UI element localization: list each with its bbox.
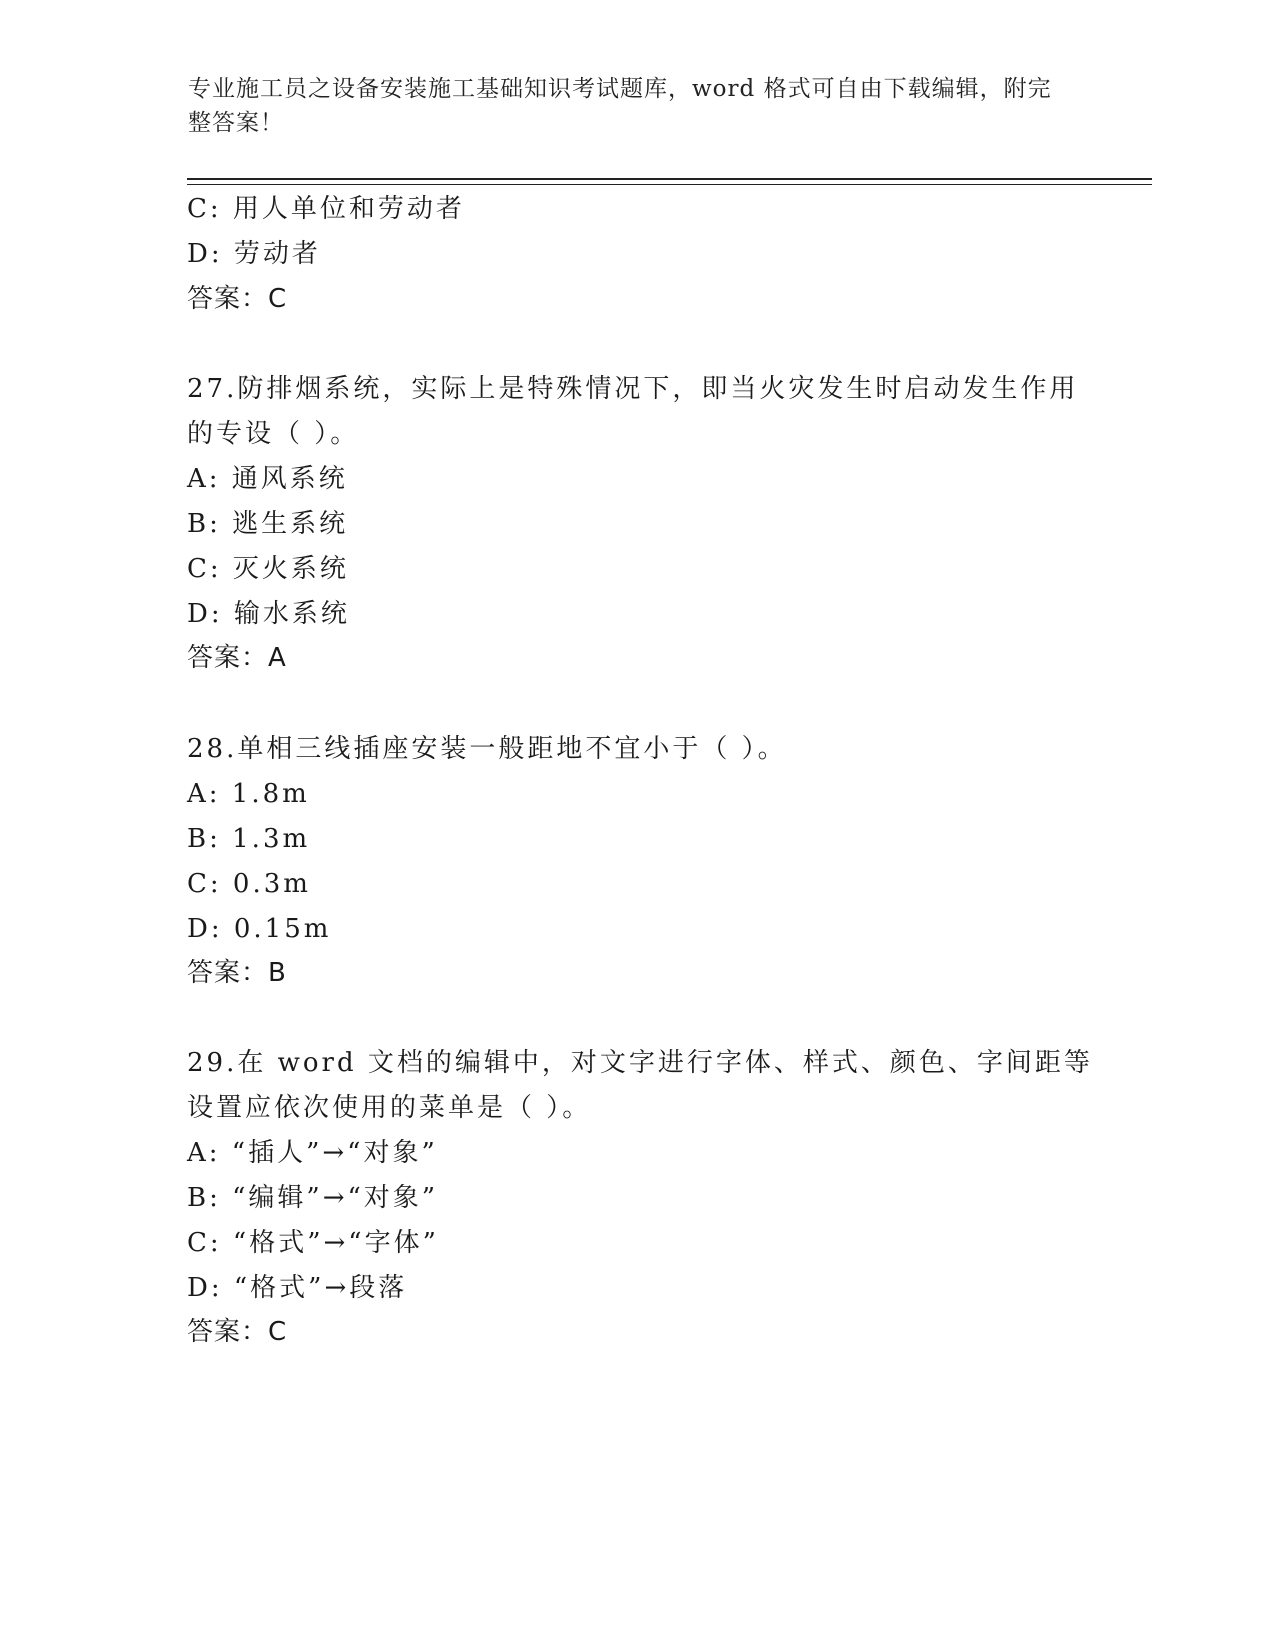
header-divider-thin (187, 184, 1152, 185)
q28-stem: 28.单相三线插座安装一般距地不宜小于（ ）。 (187, 734, 787, 764)
q27-stem-line1: 27.防排烟系统，实际上是特殊情况下，即当火灾发生时启动发生作用 (187, 374, 1079, 404)
q29-option-c: C: “格式”→“字体” (187, 1228, 439, 1258)
q29-answer: 答案：C (187, 1317, 288, 1347)
q29-stem-line2: 设置应依次使用的菜单是（ ）。 (187, 1093, 592, 1123)
q26-answer: 答案：C (187, 284, 288, 314)
q28-option-d: D: 0.15m (187, 914, 332, 944)
q27-option-d: D: 输水系统 (187, 599, 350, 629)
q26-option-d: D: 劳动者 (187, 239, 321, 269)
document-header: 专业施工员之设备安装施工基础知识考试题库，word 格式可自由下载编辑，附完整答案！ (188, 76, 1052, 136)
q29-option-a: A: “插人”→“对象” (187, 1138, 438, 1168)
q27-stem-line2: 的专设（ ）。 (187, 419, 360, 449)
q28-option-c: C: 0.3m (187, 869, 311, 899)
q29-option-b: B: “编辑”→“对象” (187, 1183, 439, 1213)
q27-option-c: C: 灭火系统 (187, 554, 349, 584)
header-divider (187, 178, 1152, 180)
q27-option-a: A: 通风系统 (187, 464, 348, 494)
q29-option-d: D: “格式”→段落 (187, 1273, 408, 1303)
q27-answer: 答案：A (187, 643, 287, 673)
q28-answer: 答案：B (187, 958, 287, 988)
q26-option-c: C: 用人单位和劳动者 (187, 194, 465, 224)
q29-stem-line1: 29.在 word 文档的编辑中，对文字进行字体、样式、颜色、字间距等 (187, 1048, 1093, 1078)
q28-option-a: A: 1.8m (187, 779, 310, 809)
q28-option-b: B: 1.3m (187, 824, 311, 854)
q27-option-b: B: 逃生系统 (187, 509, 349, 539)
